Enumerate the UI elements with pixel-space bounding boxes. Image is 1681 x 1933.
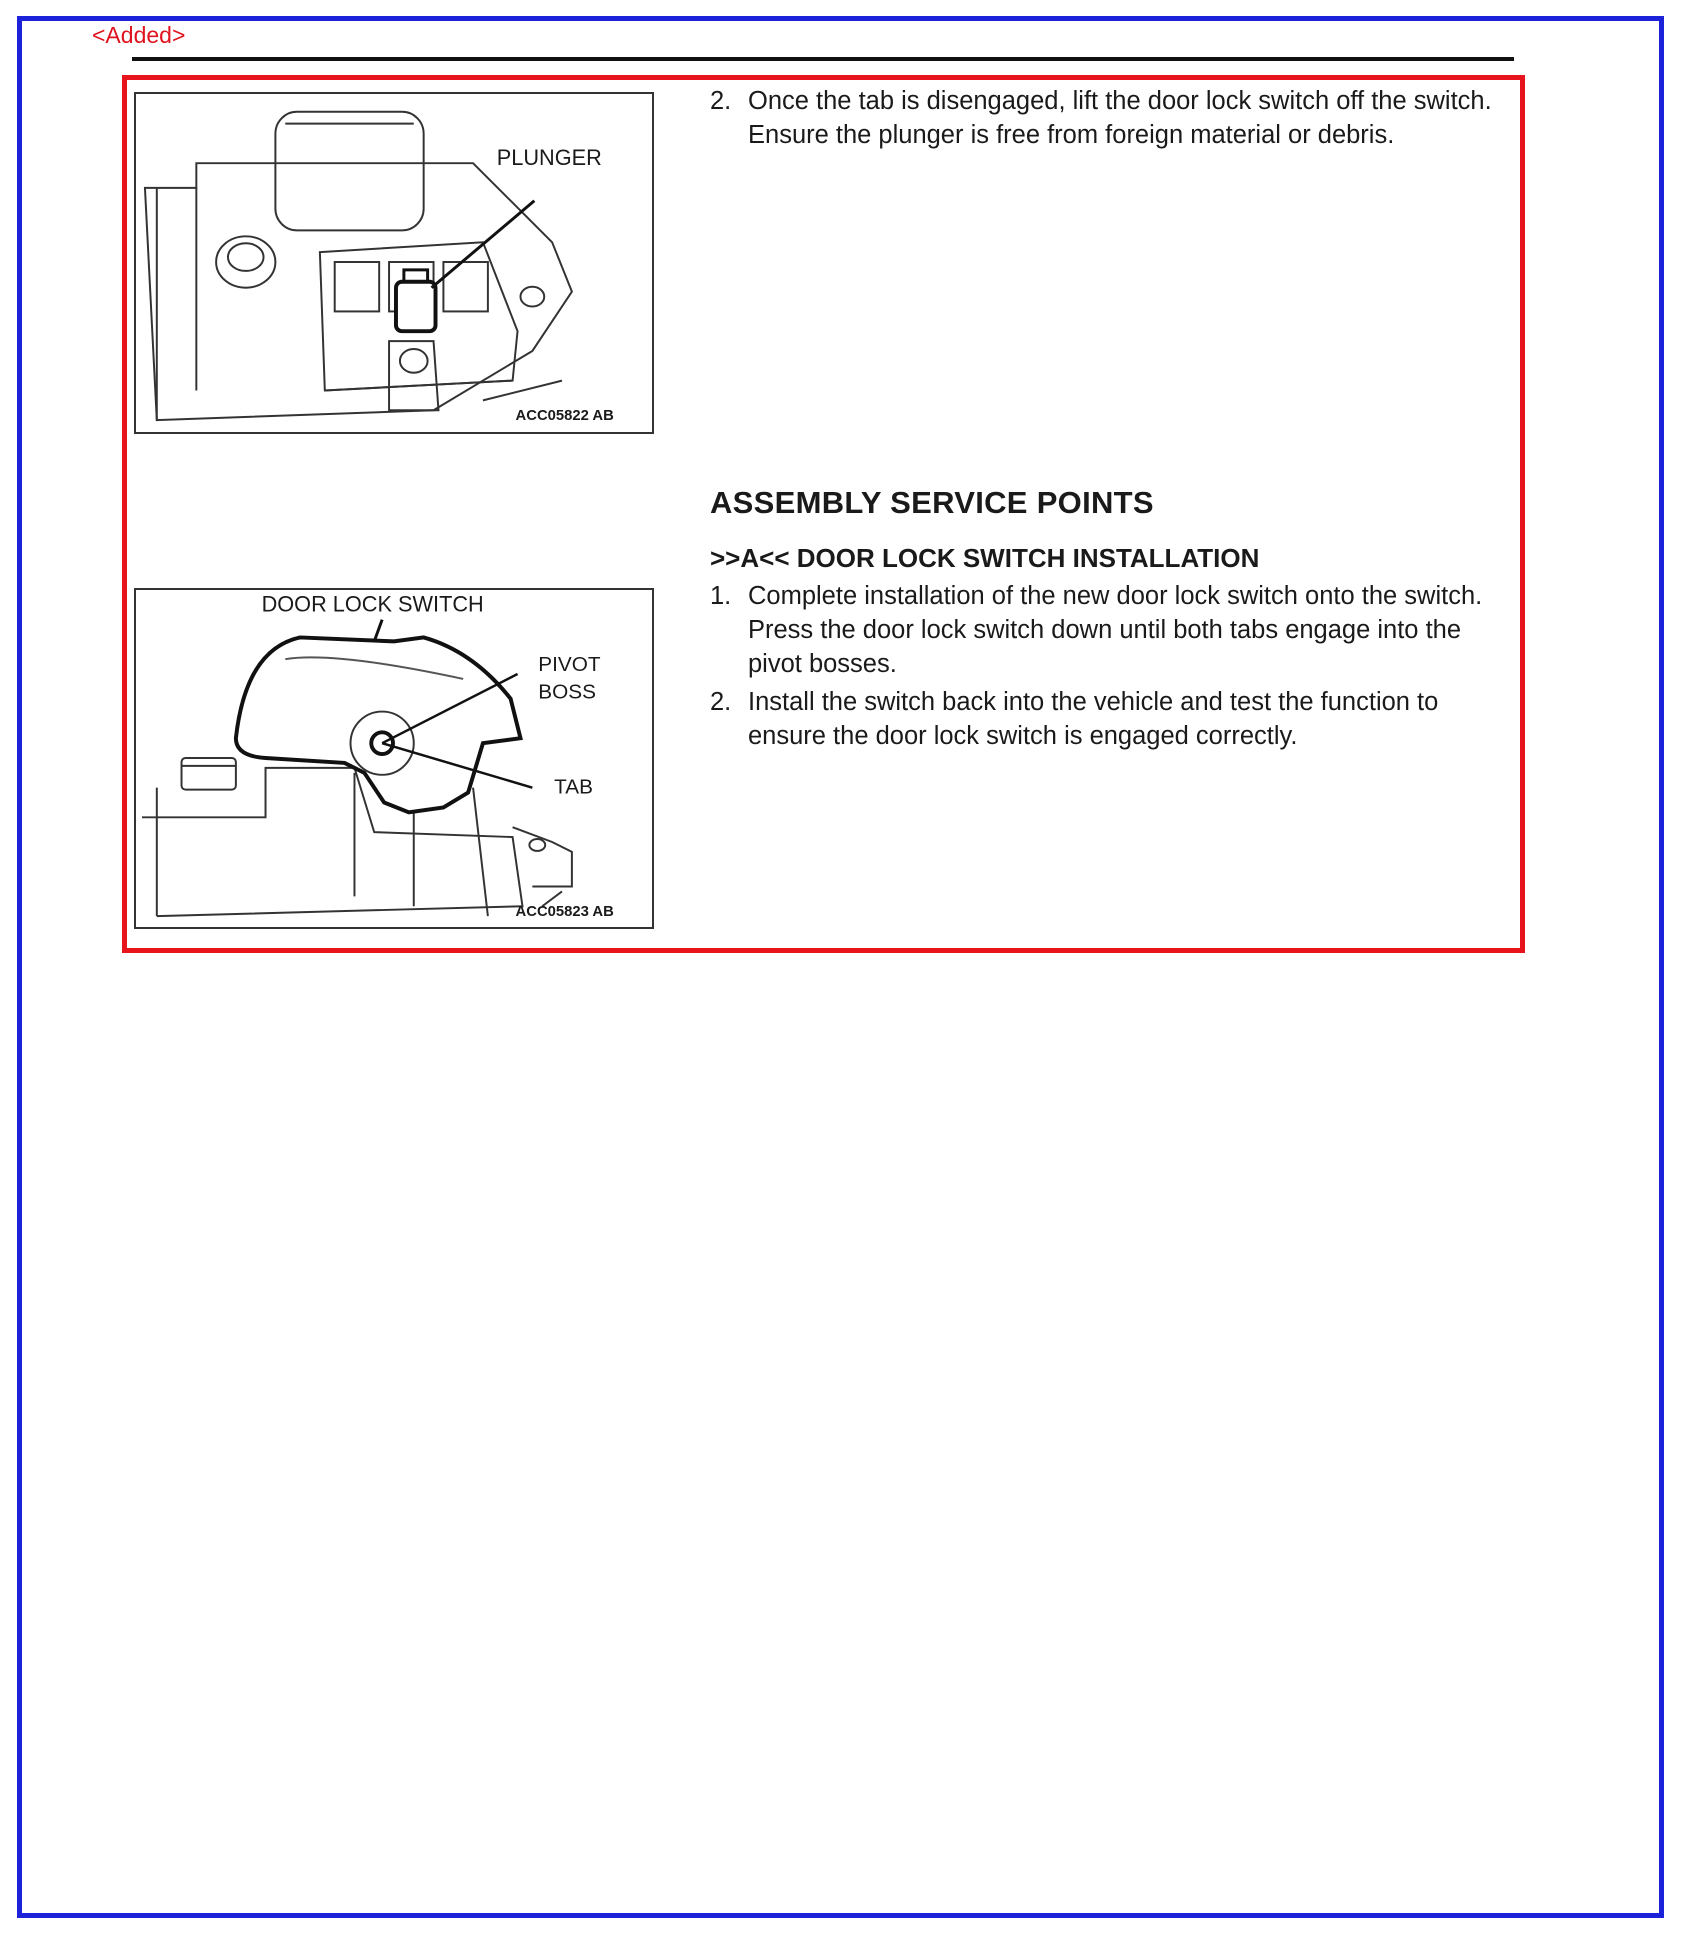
header-rule: [132, 57, 1514, 61]
boss-label: BOSS: [538, 680, 596, 704]
added-tag: <Added>: [92, 22, 186, 48]
figure-code: ACC05822 AB: [515, 408, 614, 425]
section-subheading: >>A<< DOOR LOCK SWITCH INSTALLATION: [710, 543, 1260, 573]
figure-plunger: [134, 92, 654, 434]
list-item: [710, 685, 1510, 753]
door-lock-switch-illustration: [136, 590, 652, 927]
figure-door-lock-switch: [134, 588, 654, 929]
plunger-illustration: [136, 94, 652, 432]
section-heading: ASSEMBLY SERVICE POINTS: [710, 485, 1154, 520]
step-number: 2.: [710, 688, 732, 716]
list-item: [710, 84, 1510, 152]
figure-code: ACC05823 AB: [515, 904, 614, 921]
door-lock-switch-label: DOOR LOCK SWITCH: [261, 591, 484, 617]
step-number: 1.: [710, 582, 732, 610]
plunger-label: PLUNGER: [496, 145, 602, 171]
removal-steps: [710, 84, 1510, 156]
list-item: [710, 579, 1510, 681]
tab-label: TAB: [554, 775, 593, 799]
step-text: Once the tab is disengaged, lift the door lock switch off the switch. Ensure the plunger is free from foreign material or debris.: [748, 87, 1492, 149]
step-text: Install the switch back into the vehicle and test the function to ensure the door lock switch is engaged correctly.: [748, 688, 1439, 750]
step-number: 2.: [710, 87, 732, 115]
installation-steps: [710, 579, 1510, 757]
pivot-label: PIVOT: [538, 653, 601, 677]
step-text: Complete installation of the new door lock switch onto the switch. Press the door lock switch down until both tabs engage into the pivot bosses.: [748, 582, 1483, 678]
